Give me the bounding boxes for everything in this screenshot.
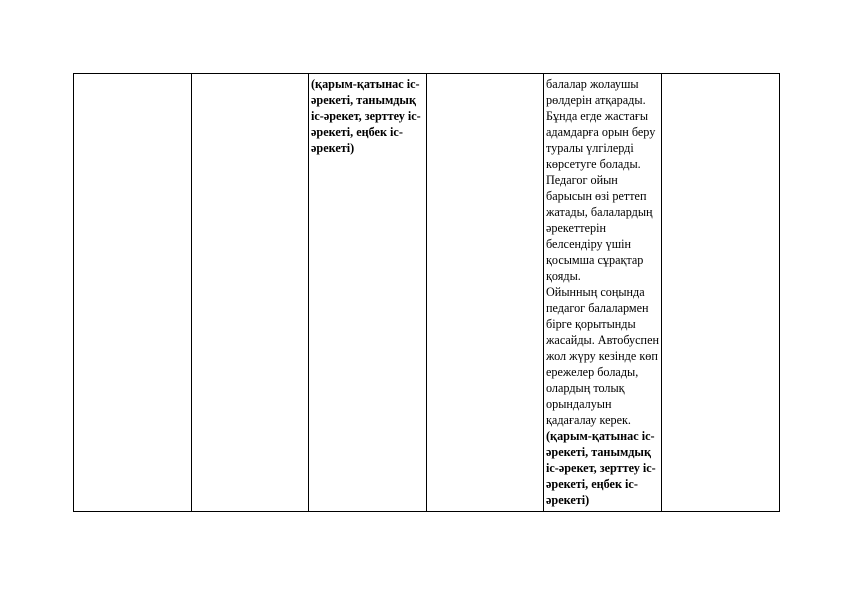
text-line: қояды. xyxy=(546,269,581,283)
text-line: белсендіру үшін xyxy=(546,237,632,251)
text-line: жасайды. Автобуспен xyxy=(546,333,660,347)
text-line: әрекеті, танымдық xyxy=(546,445,651,459)
table-cell-5 xyxy=(544,74,662,512)
text-line: орындалуын xyxy=(546,397,612,411)
text-line: педагог балалармен xyxy=(546,301,649,315)
table-cell-1 xyxy=(74,74,192,512)
text-line: әрекеті, еңбек іс- xyxy=(546,477,638,491)
text-line: әрекеті) xyxy=(311,141,355,155)
activity-types-text xyxy=(546,428,659,508)
text-line: жатады, балалардың xyxy=(546,205,653,219)
text-line: жол жүру кезінде көп xyxy=(546,349,658,363)
table-cell-3 xyxy=(309,74,427,512)
table-row xyxy=(74,74,780,512)
text-line: (қарым-қатынас іс- xyxy=(546,429,655,443)
text-line: әрекеті) xyxy=(546,493,590,507)
text-line: олардың толық xyxy=(546,381,625,395)
activity-types-text xyxy=(311,76,424,156)
text-line: бірге қорытынды xyxy=(546,317,636,331)
text-line: туралы үлгілерді xyxy=(546,141,634,155)
table-cell-2 xyxy=(192,74,309,512)
text-line: көрсетуге болады. xyxy=(546,157,641,171)
text-line: әрекеті, танымдық xyxy=(311,93,416,107)
text-line: қадағалау керек. xyxy=(546,413,631,427)
text-line: рөлдерін атқарады. xyxy=(546,93,646,107)
text-line: Бұнда егде жастағы xyxy=(546,109,649,123)
text-line: әрекеті, еңбек іс- xyxy=(311,125,403,139)
table-cell-6 xyxy=(662,74,780,512)
table-cell-4 xyxy=(427,74,544,512)
text-line: іс-әрекет, зерттеу іс- xyxy=(546,461,656,475)
text-line: Педагог ойын xyxy=(546,173,618,187)
text-line: балалар жолаушы xyxy=(546,77,639,91)
text-line: барысын өзі реттеп xyxy=(546,189,647,203)
text-line: қосымша сұрақтар xyxy=(546,253,644,267)
text-line: іс-әрекет, зерттеу іс- xyxy=(311,109,421,123)
text-line: адамдарға орын беру xyxy=(546,125,656,139)
text-line: Ойынның соңында xyxy=(546,285,645,299)
game-description-text xyxy=(546,76,659,428)
content-table xyxy=(73,73,780,512)
text-line: әрекеттерін xyxy=(546,221,607,235)
text-line: ережелер болады, xyxy=(546,365,639,379)
text-line: (қарым-қатынас іс- xyxy=(311,77,420,91)
